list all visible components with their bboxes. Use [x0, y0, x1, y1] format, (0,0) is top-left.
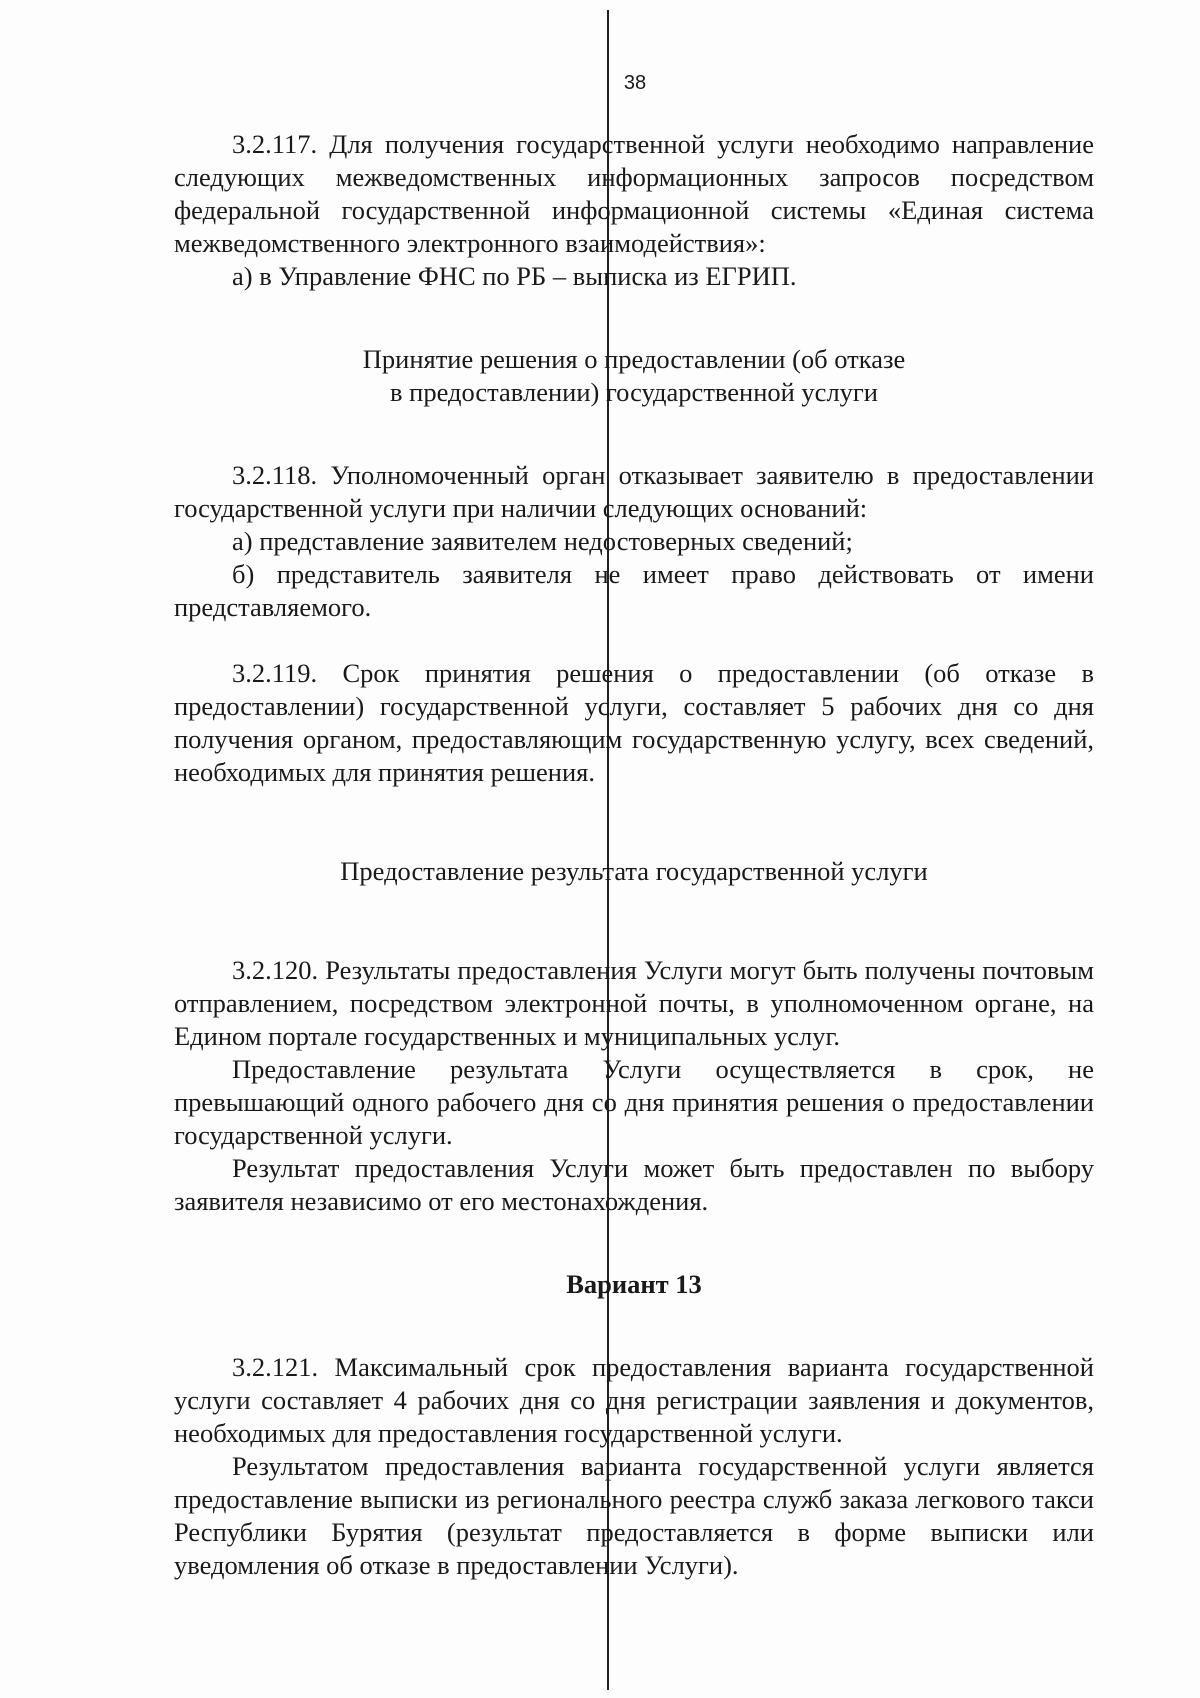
paragraph-3-2-118-b: б) представитель заявителя не имеет право действовать от имени представляемого.: [174, 559, 1094, 622]
paragraph-3-2-118: 3.2.118. Уполномоченный орган отказывает заявителю в предоставлении государственной услуги при наличии следующих оснований:: [174, 460, 1094, 523]
variant-heading: Вариант 13: [566, 1269, 702, 1299]
section-heading-result: Предоставление результата государственной услуги: [340, 856, 928, 886]
paragraph-3-2-121: 3.2.121. Максимальный срок предоставления варианта государственной услуги составляет 4 рабочих дня со дня регистрации заявления и документов, необходимых для предоставления государственной услуги.: [174, 1352, 1094, 1448]
paragraph-3-2-120: 3.2.120. Результаты предоставления Услуги могут быть получены почтовым отправлением, посредством электронной почты, в уполномоченном органе, на Едином портале государственных и муниципальных услуг.: [174, 955, 1094, 1051]
paragraph-3-2-120-choice: Результат предоставления Услуги может быть предоставлен по выбору заявителя независимо от его местонахождения.: [174, 1153, 1094, 1216]
paragraph-3-2-119: 3.2.119. Срок принятия решения о предоставлении (об отказе в предоставлении) государственной услуги, составляет 5 рабочих дня со дня получения органом, предоставляющим государственную услугу, всех сведений, необходимых для принятия решения.: [174, 658, 1094, 787]
section-heading-decision-line-1: Принятие решения о предоставлении (об отказе: [362, 344, 906, 374]
document-body: [174, 128, 1094, 1582]
paragraph-3-2-118-a: а) представление заявителем недостоверных сведений;: [232, 526, 853, 556]
paragraph-3-2-117: 3.2.117. Для получения государственной услуги необходимо направление следующих межведомственных информационных запросов посредством федеральной государственной информационной системы «Единая система межведомственного электронного взаимодействия»:: [174, 129, 1094, 258]
paragraph-3-2-120-term: Предоставление результата Услуги осуществляется в срок, не превышающий одного рабочего дня со дня принятия решения о предоставлении государственной услуги.: [174, 1054, 1094, 1150]
section-heading-decision-line-2: в предоставлении) государственной услуги: [390, 377, 878, 407]
page-number: 38: [623, 72, 647, 94]
paragraph-3-2-117-a: а) в Управление ФНС по РБ – выписка из ЕГРИП.: [232, 261, 797, 291]
paragraph-3-2-121-result: Результатом предоставления варианта государственной услуги является предоставление выписки из регионального реестра служб заказа легкового такси Республики Бурятия (результат предоставляется в форме выписки или уведомления об отказе в предоставлении Услуги).: [174, 1451, 1094, 1580]
